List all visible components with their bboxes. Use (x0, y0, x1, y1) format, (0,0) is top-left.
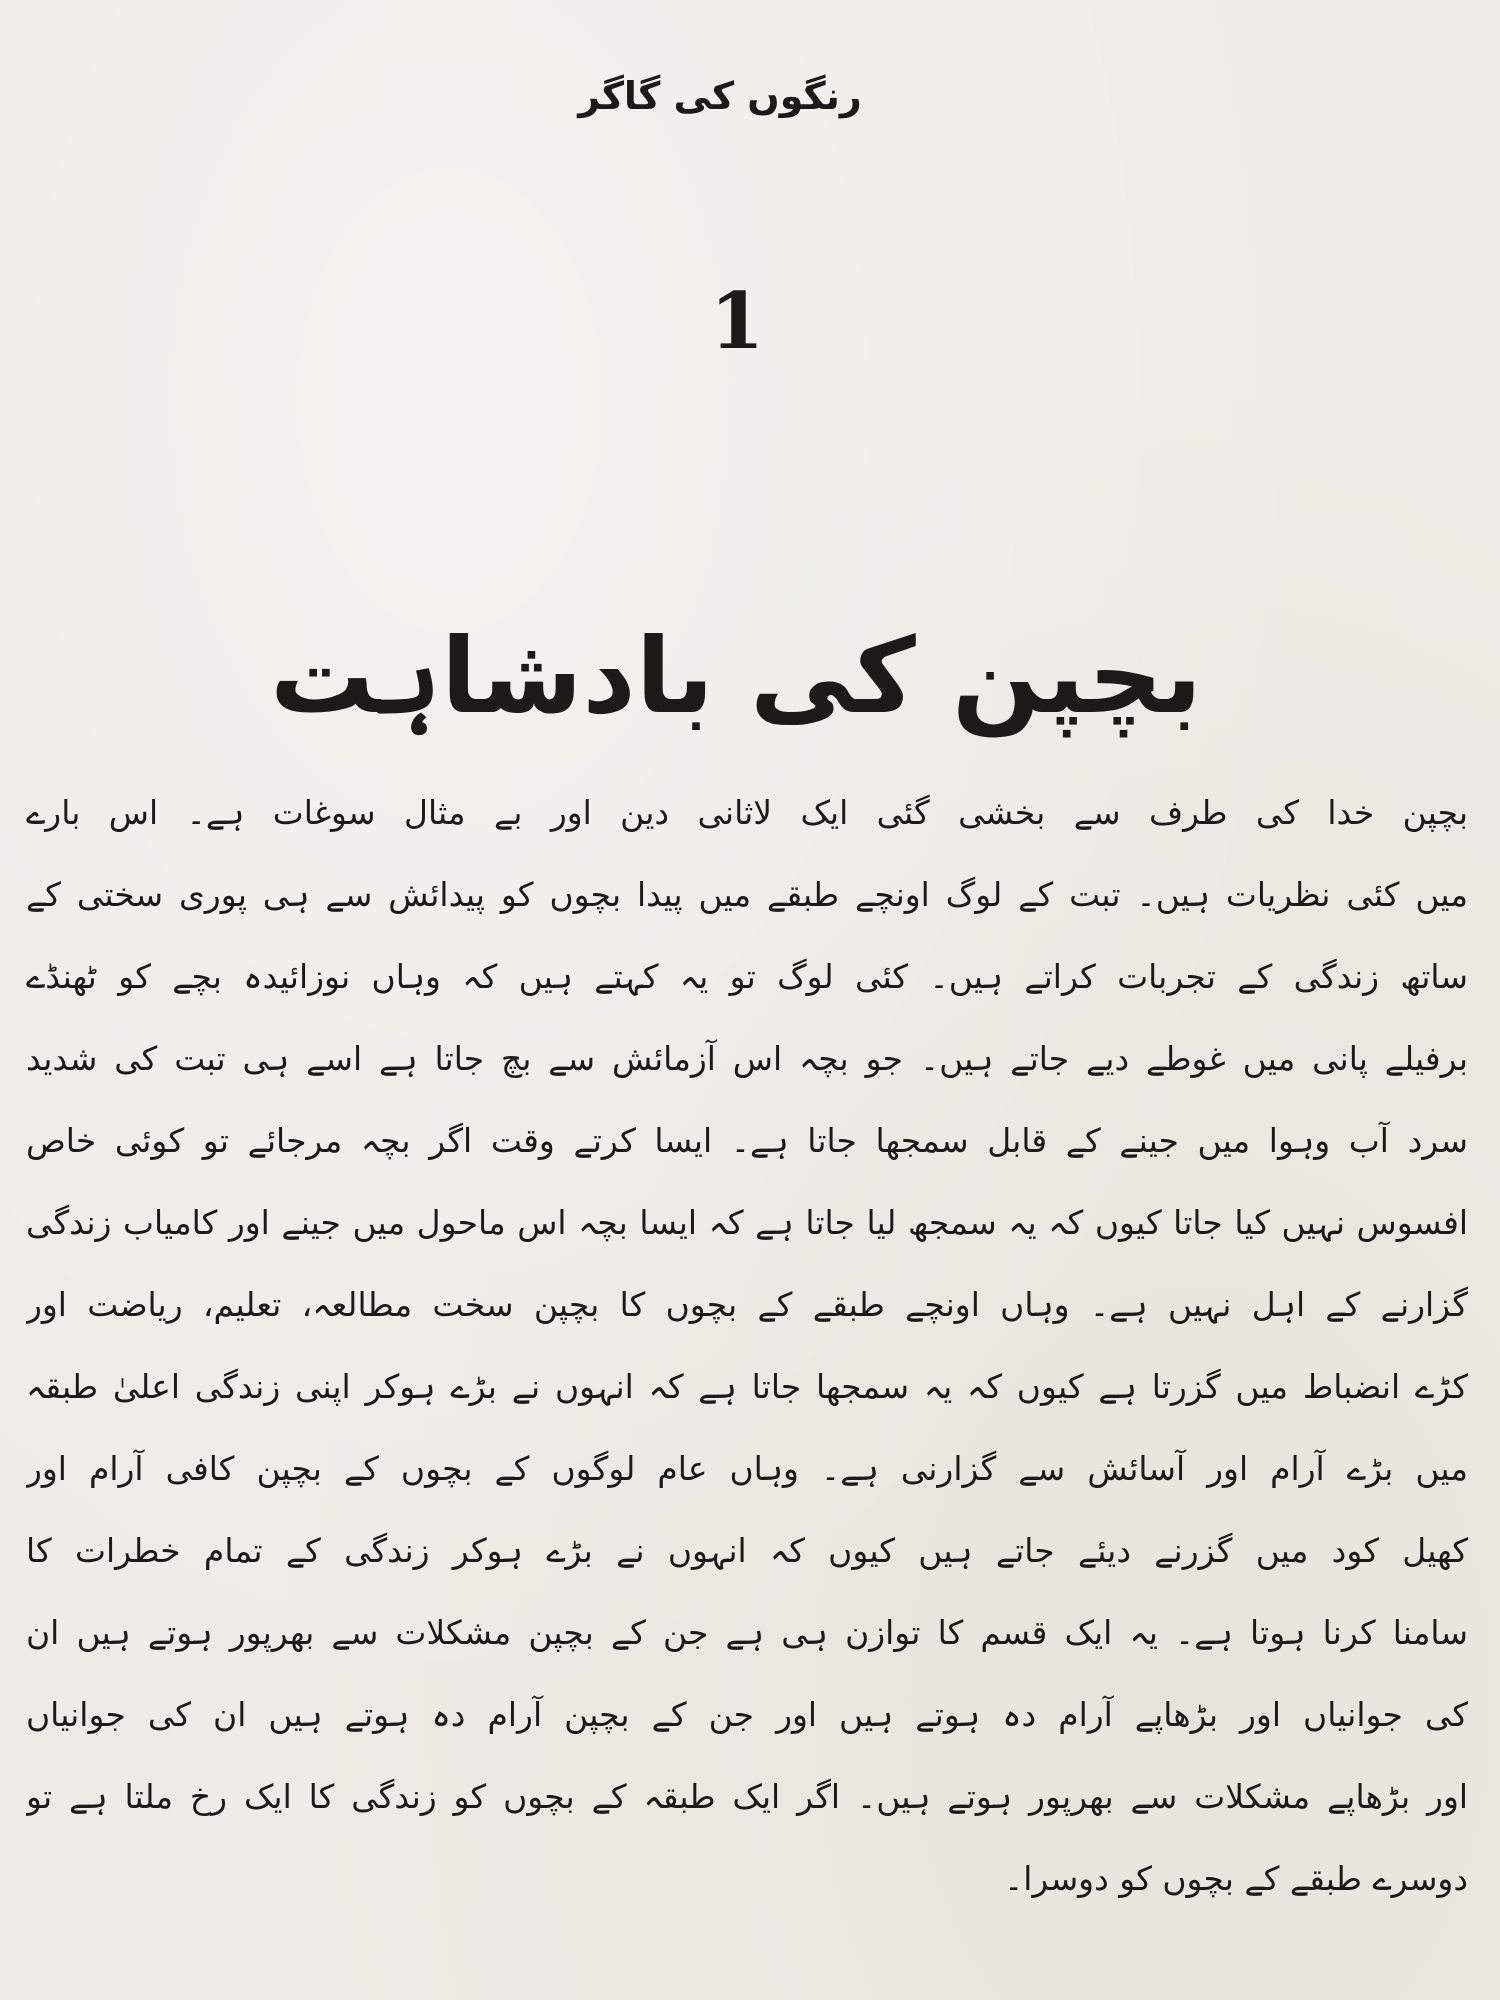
body-line-final: دوسرے طبقے کے بچوں کو دوسرا۔ (1004, 1859, 1468, 1898)
body-line: ساتھ زندگی کے تجربات کراتے ہیں۔ کئی لوگ تو یہ کہتے ہیں کہ وہاں نوزائیدہ بچے کو ٹھنڈے (26, 957, 1468, 996)
body-line: سامنا کرنا ہوتا ہے۔ یہ ایک قسم کا توازن ہی ہے جن کے بچپن مشکلات سے بھرپور ہوتے ہیں ان (26, 1613, 1468, 1652)
body-line: بچپن خدا کی طرف سے بخشی گئی ایک لاثانی دین اور بے مثال سوغات ہے۔ اس بارے (26, 793, 1468, 832)
body-line: برفیلے پانی میں غوطے دیے جاتے ہیں۔ جو بچہ اس آزمائش سے بچ جاتا ہے اسے ہی تبت کی شدید (26, 1039, 1468, 1078)
body-line: کی جوانیاں اور بڑھاپے آرام دہ ہوتے ہیں اور جن کے بچپن آرام دہ ہوتے ہیں ان کی جوانیاں (26, 1695, 1468, 1734)
running-header: رنگوں کی گاگر (578, 74, 862, 118)
body-line: گزارنے کے اہل نہیں ہے۔ وہاں اونچے طبقے کے بچوں کا بچپن سخت مطالعہ، تعلیم، ریاضت اور (26, 1285, 1468, 1324)
chapter-title: بچپن کی بادشاہت (270, 615, 1202, 737)
body-line: کڑے انضباط میں گزرتا ہے کیوں کہ یہ سمجھا جاتا ہے کہ انہوں نے بڑے ہوکر اپنی زندگی اعلیٰ طبقہ (26, 1367, 1468, 1406)
body-line: میں کئی نظریات ہیں۔ تبت کے لوگ اونچے طبقے میں پیدا بچوں کو پیدائش سے ہی پوری سختی کے (26, 875, 1468, 914)
body-line: افسوس نہیں کیا جاتا کیوں کہ یہ سمجھ لیا جاتا ہے کہ ایسا بچہ اس ماحول میں جینے اور کامیاب زندگی (26, 1203, 1468, 1242)
body-text (26, 772, 1468, 1932)
body-line: کھیل کود میں گزرنے دیئے جاتے ہیں کیوں کہ انہوں نے بڑے ہوکر زندگی کے تمام خطرات کا (26, 1531, 1468, 1570)
body-line: میں بڑے آرام اور آسائش سے گزارنی ہے۔ وہاں عام لوگوں کے بچوں کے بچپن کافی آرام اور (26, 1449, 1468, 1488)
body-line: سرد آب وہوا میں جینے کے قابل سمجھا جاتا ہے۔ ایسا کرتے وقت اگر بچہ مرجائے تو کوئی خاص (26, 1121, 1468, 1160)
chapter-number: 1 (709, 276, 765, 367)
body-line: اور بڑھاپے مشکلات سے بھرپور ہوتے ہیں۔ اگر ایک طبقہ کے بچوں کو زندگی کا ایک رخ ملتا ہے تو (26, 1777, 1468, 1816)
